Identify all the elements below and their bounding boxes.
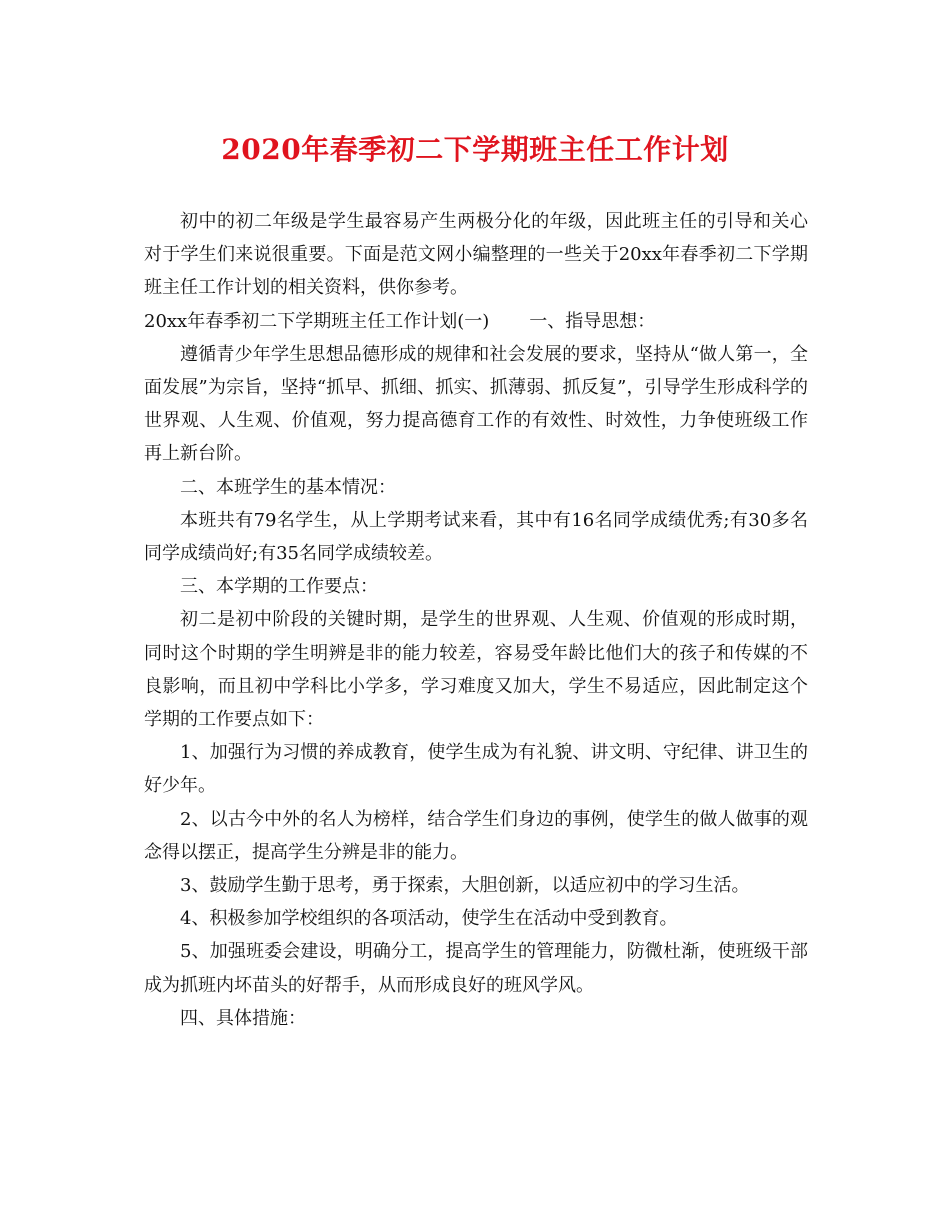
document-body (144, 205, 808, 1035)
work-point-3: 3、鼓励学生勤于思考，勇于探索，大胆创新，以适应初中的学习生活。 (180, 875, 750, 897)
work-point-5: 5、加强班委会建设，明确分工，提高学生的管理能力，防微杜渐，使班级干部成为抓班内坏苗头的好帮手，从而形成良好的班风学风。 (144, 941, 808, 996)
work-point-1: 1、加强行为习惯的养成教育，使学生成为有礼貌、讲文明、守纪律、讲卫生的好少年。 (144, 742, 808, 797)
plan-subheading (144, 305, 808, 338)
section-label-guiding-thought: 一、指导思想： (529, 310, 656, 332)
work-point-2: 2、以古今中外的名人为榜样，结合学生们身边的事例，使学生的做人做事的观念得以摆正，提高学生分辨是非的能力。 (144, 808, 808, 863)
work-points-paragraph: 初二是初中阶段的关键时期，是学生的世界观、人生观、价值观的形成时期，同时这个时期的学生明辨是非的能力较差，容易受年龄比他们大的孩子和传媒的不良影响，而且初中学科比小学多，学习难度又加大，学生不易适应，因此制定这个学期的工作要点如下： (144, 609, 808, 731)
section-heading-class-situation: 二、本班学生的基本情况： (180, 476, 396, 498)
guiding-thought-paragraph: 遵循青少年学生思想品德形成的规律和社会发展的要求，坚持从“做人第一，全面发展”为宗旨，坚持“抓早、抓细、抓实、抓薄弱、抓反复”，引导学生形成科学的世界观、人生观、价值观，努力提高德育工作的有效性、时效性，力争使班级工作再上新台阶。 (144, 343, 808, 465)
work-point-4: 4、积极参加学校组织的各项活动，使学生在活动中受到教育。 (180, 908, 678, 930)
section-heading-work-points: 三、本学期的工作要点： (180, 576, 378, 598)
class-situation-paragraph: 本班共有79名学生，从上学期考试来看，其中有16名同学成绩优秀;有30多名同学成绩尚好;有35名同学成绩较差。 (144, 509, 808, 565)
intro-paragraph: 初中的初二年级是学生最容易产生两极分化的年级，因此班主任的引导和关心对于学生们来说很重要。下面是范文网小编整理的一些关于20xx年春季初二下学期班主任工作计划的相关资料，供你参考。 (144, 211, 808, 299)
plan-label: 20xx年春季初二下学期班主任工作计划(一) (144, 310, 490, 332)
section-heading-measures: 四、具体措施： (180, 1007, 306, 1029)
document-title: 2020年春季初二下学期班主任工作计划 (221, 133, 729, 166)
